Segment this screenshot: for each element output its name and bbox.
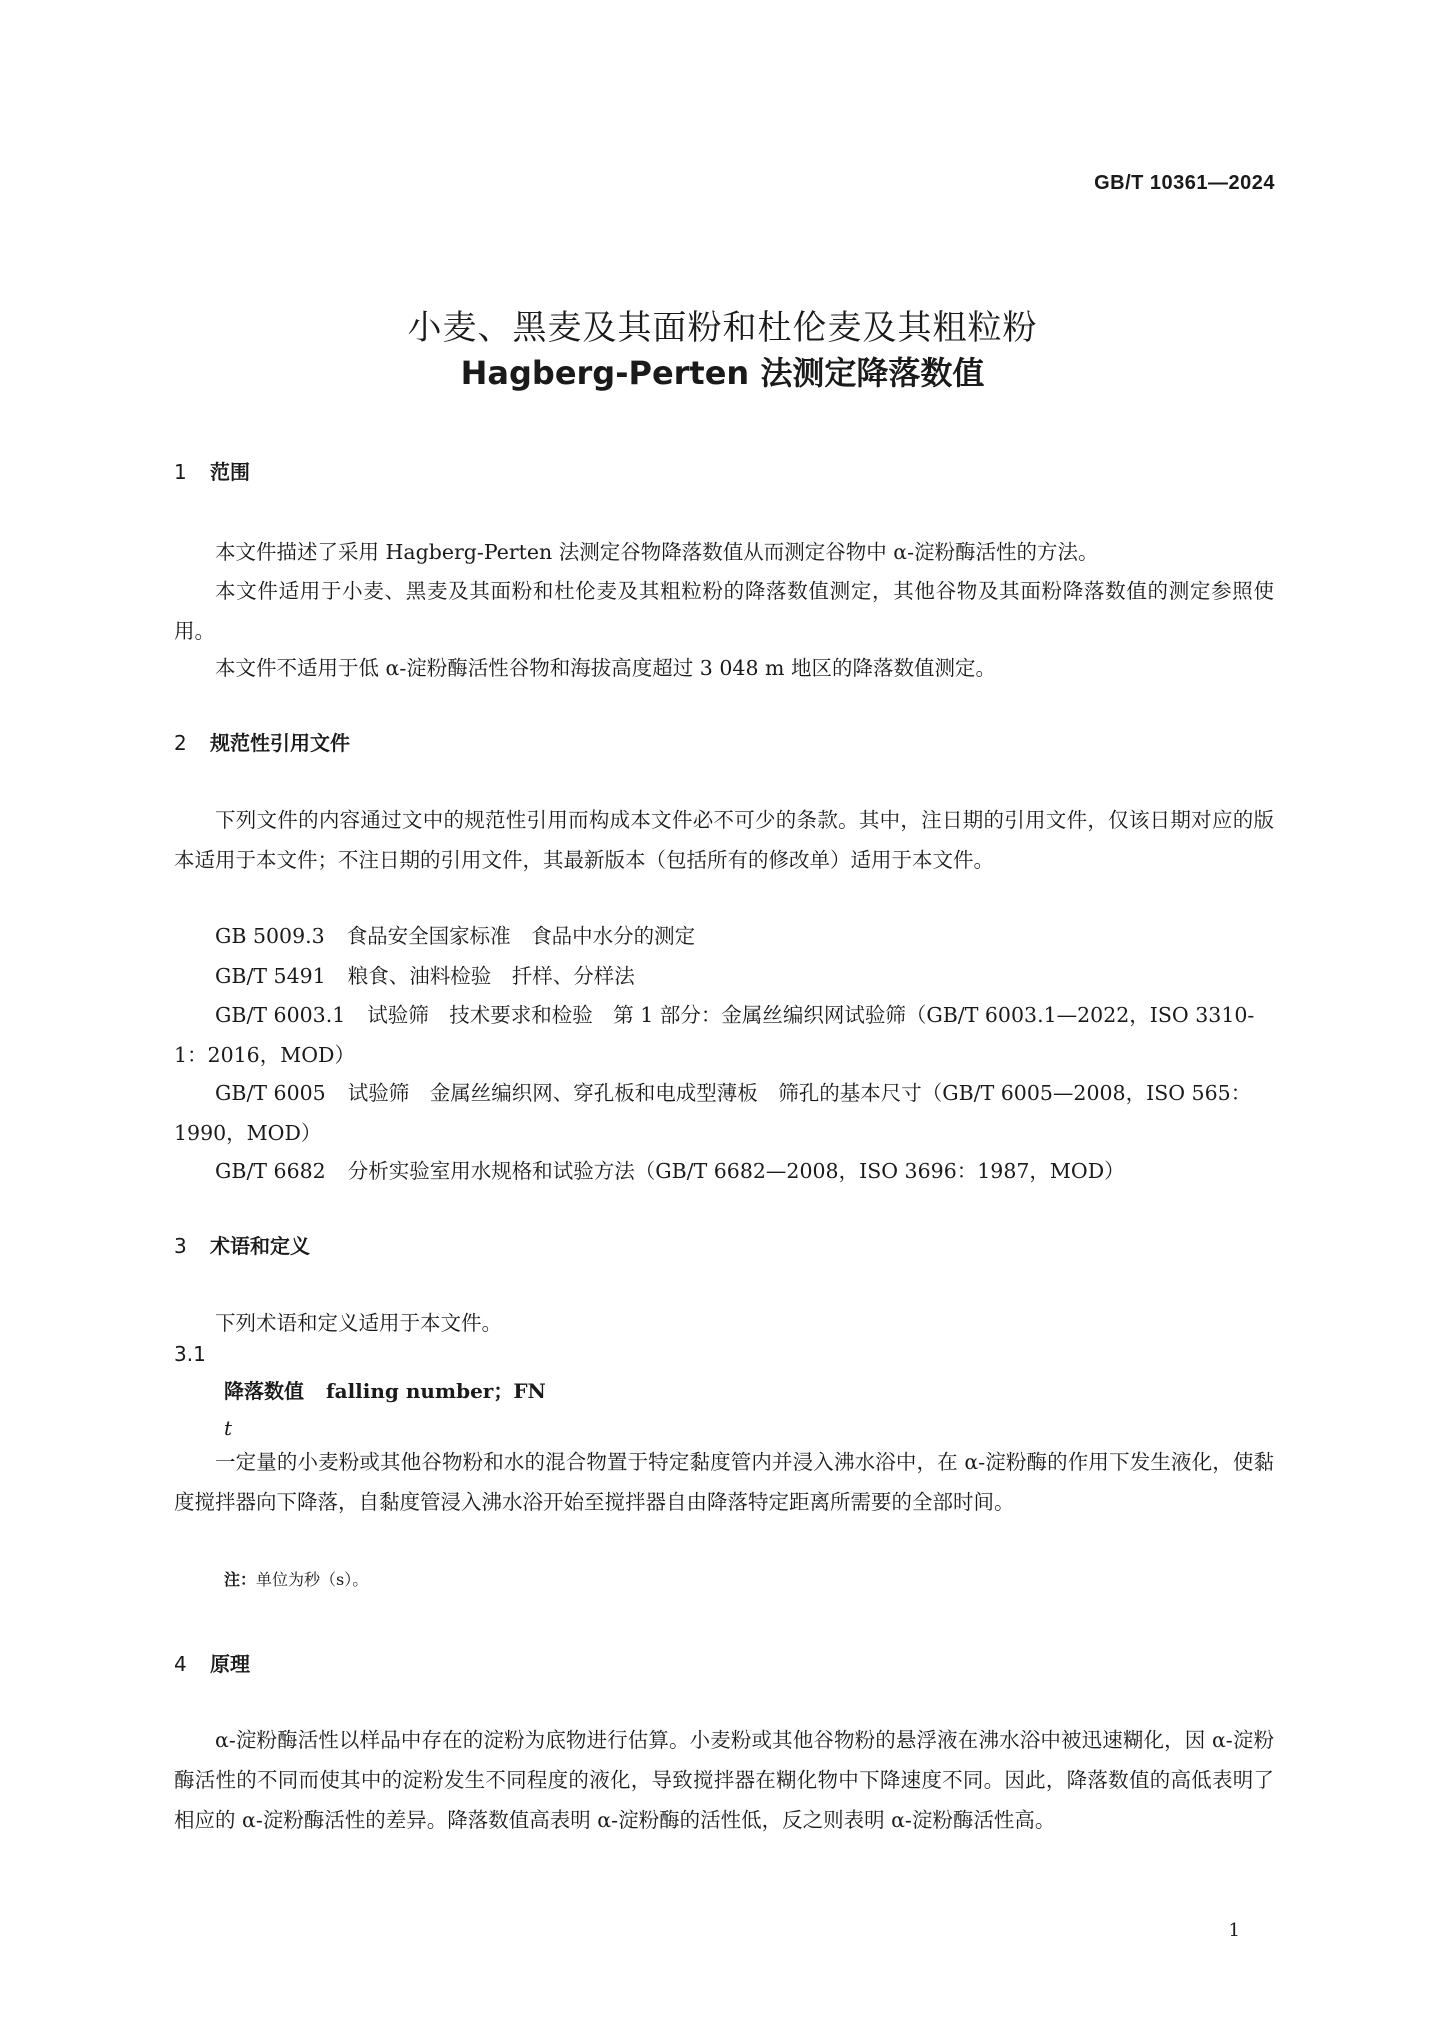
section-title: 术语和定义 [210, 1234, 310, 1258]
reference-item [174, 956, 1274, 996]
reference-code: GB/T 6003.1 [215, 1003, 346, 1027]
section-number: 2 [174, 731, 187, 755]
reference-item [174, 916, 1274, 956]
term-symbol: t [224, 1416, 233, 1440]
reference-item [174, 995, 1274, 1075]
reference-title: 粮食、油料检验 扦样、分样法 [347, 964, 635, 988]
term-english: falling number；FN [326, 1379, 546, 1403]
term-chinese: 降落数值 [224, 1379, 304, 1403]
references-intro: 下列文件的内容通过文中的规范性引用而构成本文件必不可少的条款。其中，注日期的引用文件，仅该日期对应的版本适用于本文件；不注日期的引用文件，其最新版本（包括所有的修改单）适用于本文件。 [174, 808, 1274, 872]
term-definition: 一定量的小麦粉或其他谷物粉和水的混合物置于特定黏度管内并浸入沸水浴中，在 α-淀粉酶的作用下发生液化，使黏度搅拌器向下降落，自黏度管浸入沸水浴开始至搅拌器自由降落特定距离所需要的全部时间。 [174, 1450, 1274, 1514]
reference-code: GB/T 6682 [215, 1159, 326, 1183]
section-heading-scope [174, 456, 250, 485]
term-note [224, 1567, 368, 1590]
terms-intro: 下列术语和定义适用于本文件。 [215, 1311, 502, 1335]
reference-code: GB/T 5491 [215, 964, 326, 988]
standard-code: GB/T 10361—2024 [1094, 172, 1275, 194]
section-number: 3 [174, 1234, 187, 1258]
clause-number: 3.1 [174, 1342, 206, 1366]
reference-item [174, 1151, 1274, 1191]
section-heading-terms [174, 1230, 310, 1259]
principle-paragraph: α-淀粉酶活性以样品中存在的淀粉为底物进行估算。小麦粉或其他谷物粉的悬浮液在沸水浴中被迅速糊化，因 α-淀粉酶活性的不同而使其中的淀粉发生不同程度的液化，导致搅拌器在糊化物中下降速度不同。因此，降落数值的高低表明了相应的 α-淀粉酶活性的差异。降落数值高表明 α-淀粉酶的活性低，反之则表明 α-淀粉酶活性高。 [174, 1728, 1274, 1832]
document-title-line-2: Hagberg-Perten 法测定降落数值 [460, 354, 985, 392]
document-title-line-1: 小麦、黑麦及其面粉和杜伦麦及其粗粒粉 [407, 308, 1038, 348]
note-label: 注： [224, 1570, 257, 1589]
section-number: 1 [174, 460, 187, 484]
section-heading-normative-references [174, 727, 350, 756]
note-text: 单位为秒（s）。 [256, 1570, 369, 1589]
section-title: 原理 [210, 1652, 250, 1676]
reference-code: GB/T 6005 [215, 1081, 326, 1105]
reference-item [174, 1073, 1274, 1153]
reference-title: 分析实验室用水规格和试验方法（GB/T 6682—2008，ISO 3696：1987，MOD） [347, 1159, 1125, 1183]
scope-paragraph-2: 本文件适用于小麦、黑麦及其面粉和杜伦麦及其粗粒粉的降落数值测定，其他谷物及其面粉降落数值的测定参照使用。 [174, 579, 1274, 643]
reference-title: 试验筛 金属丝编织网、穿孔板和电成型薄板 筛孔的基本尺寸（GB/T 6005—2008，ISO 565：1990，MOD） [174, 1081, 1252, 1145]
scope-paragraph-1: 本文件描述了采用 Hagberg-Perten 法测定谷物降落数值从而测定谷物中 α-淀粉酶活性的方法。 [215, 540, 1099, 564]
section-title: 范围 [210, 460, 250, 484]
section-number: 4 [174, 1652, 187, 1676]
page-number: 1 [1228, 1920, 1240, 1941]
section-heading-principle [174, 1648, 250, 1677]
term-entry [224, 1375, 546, 1404]
reference-code: GB 5009.3 [215, 924, 325, 948]
reference-title: 试验筛 技术要求和检验 第 1 部分：金属丝编织网试验筛（GB/T 6003.1—2022，ISO 3310-1：2016，MOD） [174, 1003, 1255, 1067]
section-title: 规范性引用文件 [210, 731, 350, 755]
scope-paragraph-3: 本文件不适用于低 α-淀粉酶活性谷物和海拔高度超过 3 048 m 地区的降落数值测定。 [215, 656, 996, 680]
reference-title: 食品安全国家标准 食品中水分的测定 [346, 924, 696, 948]
